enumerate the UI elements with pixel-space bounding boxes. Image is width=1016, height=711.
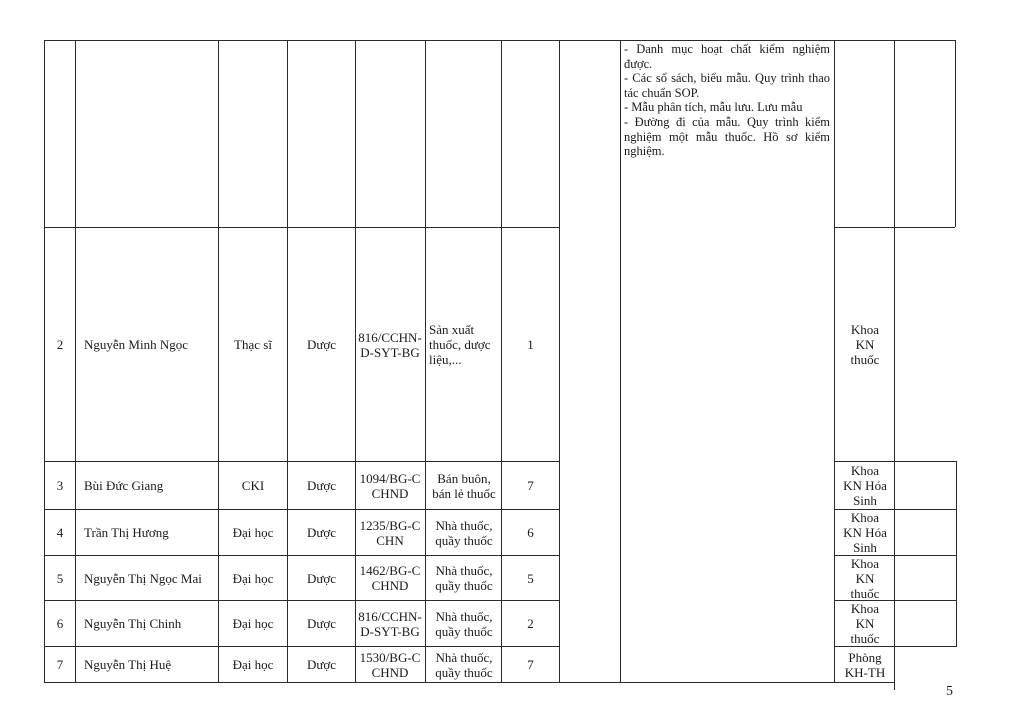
column-divider: [894, 40, 895, 690]
cell-certificate: 1530/BG-CCHND: [359, 649, 421, 680]
cell-stt: 5: [56, 570, 64, 586]
cell-field: Dược: [306, 337, 337, 352]
cell-degree: Đại học: [232, 525, 274, 540]
table-top-border: [44, 40, 955, 41]
column-divider: [834, 40, 835, 683]
cell-field: Dược: [306, 657, 337, 672]
cell-years: 7: [527, 657, 534, 672]
cell-department: Khoa KN thuốc: [850, 322, 880, 367]
cell-years: 2: [527, 616, 534, 631]
cell-scope: Sản xuất thuốc, dược liệu,...: [429, 322, 491, 367]
cell-years: 7: [527, 478, 534, 493]
cell-name: Nguyễn Thị Ngọc Mai: [84, 570, 202, 586]
cell-name: Nguyễn Thị Huệ: [84, 657, 172, 672]
cell-scope: Nhà thuốc, quầy thuốc: [435, 517, 493, 548]
cell-field: Dược: [306, 478, 337, 493]
column-divider: [956, 461, 957, 647]
column-divider: [559, 40, 560, 683]
cell-field: Dược: [306, 570, 337, 586]
cell-degree: Đại học: [232, 616, 274, 631]
cell-stt: 6: [56, 616, 64, 631]
note-item: - Đường đi của mẫu. Quy trình kiểm nghiệm một mẫu thuốc. Hồ sơ kiểm nghiệm.: [624, 114, 830, 159]
cell-department: Khoa KN thuốc: [850, 601, 880, 646]
cell-degree: CKI: [241, 478, 265, 493]
cell-department: Khoa KN Hóa Sinh: [843, 463, 887, 508]
cell-scope: Nhà thuốc, quầy thuốc: [435, 649, 493, 680]
cell-certificate: 816/CCHN-D-SYT-BG: [358, 329, 422, 360]
cell-stt: 4: [56, 525, 64, 540]
cell-field: Dược: [306, 616, 337, 631]
cell-department: Khoa KN thuốc: [850, 555, 880, 601]
cell-scope: Nhà thuốc, quầy thuốc: [435, 608, 493, 639]
page-number: 5: [946, 684, 953, 699]
cell-scope: Bán buôn, bán lẻ thuốc: [432, 470, 496, 501]
column-divider: [355, 40, 356, 683]
cell-department: Phòng KH-TH: [844, 649, 886, 680]
cell-certificate: 1235/BG-CCHN: [359, 517, 421, 548]
cell-field: Dược: [306, 525, 337, 540]
cell-degree: Thạc sĩ: [234, 337, 272, 352]
cell-years: 1: [527, 337, 534, 352]
notes-list: [624, 42, 830, 159]
cell-certificate: 1094/BG-CCHND: [359, 470, 421, 501]
cell-name: Bùi Đức Giang: [84, 478, 164, 493]
note-item: - Danh mục hoạt chất kiểm nghiệm được.: [624, 42, 830, 71]
cell-certificate: 816/CCHN-D-SYT-BG: [358, 608, 422, 639]
cell-certificate: 1462/BG-CCHND: [359, 563, 421, 593]
column-divider: [620, 40, 621, 683]
cell-degree: Đại học: [232, 657, 274, 672]
cell-name: Trần Thị Hương: [84, 525, 169, 540]
table-bottom-border: [44, 682, 895, 683]
cell-years: 6: [527, 525, 534, 540]
column-divider: [955, 40, 956, 227]
cell-department: Khoa KN Hóa Sinh: [843, 510, 887, 555]
cell-name: Nguyễn Thị Chinh: [84, 616, 182, 631]
cell-stt: 7: [56, 657, 64, 672]
cell-degree: Đại học: [232, 570, 274, 586]
cell-years: 5: [527, 570, 534, 586]
column-divider: [425, 40, 426, 683]
note-item: - Mẫu phân tích, mẫu lưu. Lưu mẫu: [624, 100, 803, 115]
note-item: - Các sổ sách, biểu mẫu. Quy trình thao tác chuẩn SOP.: [624, 71, 830, 100]
cell-name: Nguyễn Minh Ngọc: [84, 337, 188, 352]
cell-stt: 3: [56, 478, 64, 493]
cell-scope: Nhà thuốc, quầy thuốc: [435, 563, 493, 593]
cell-stt: 2: [56, 337, 64, 352]
